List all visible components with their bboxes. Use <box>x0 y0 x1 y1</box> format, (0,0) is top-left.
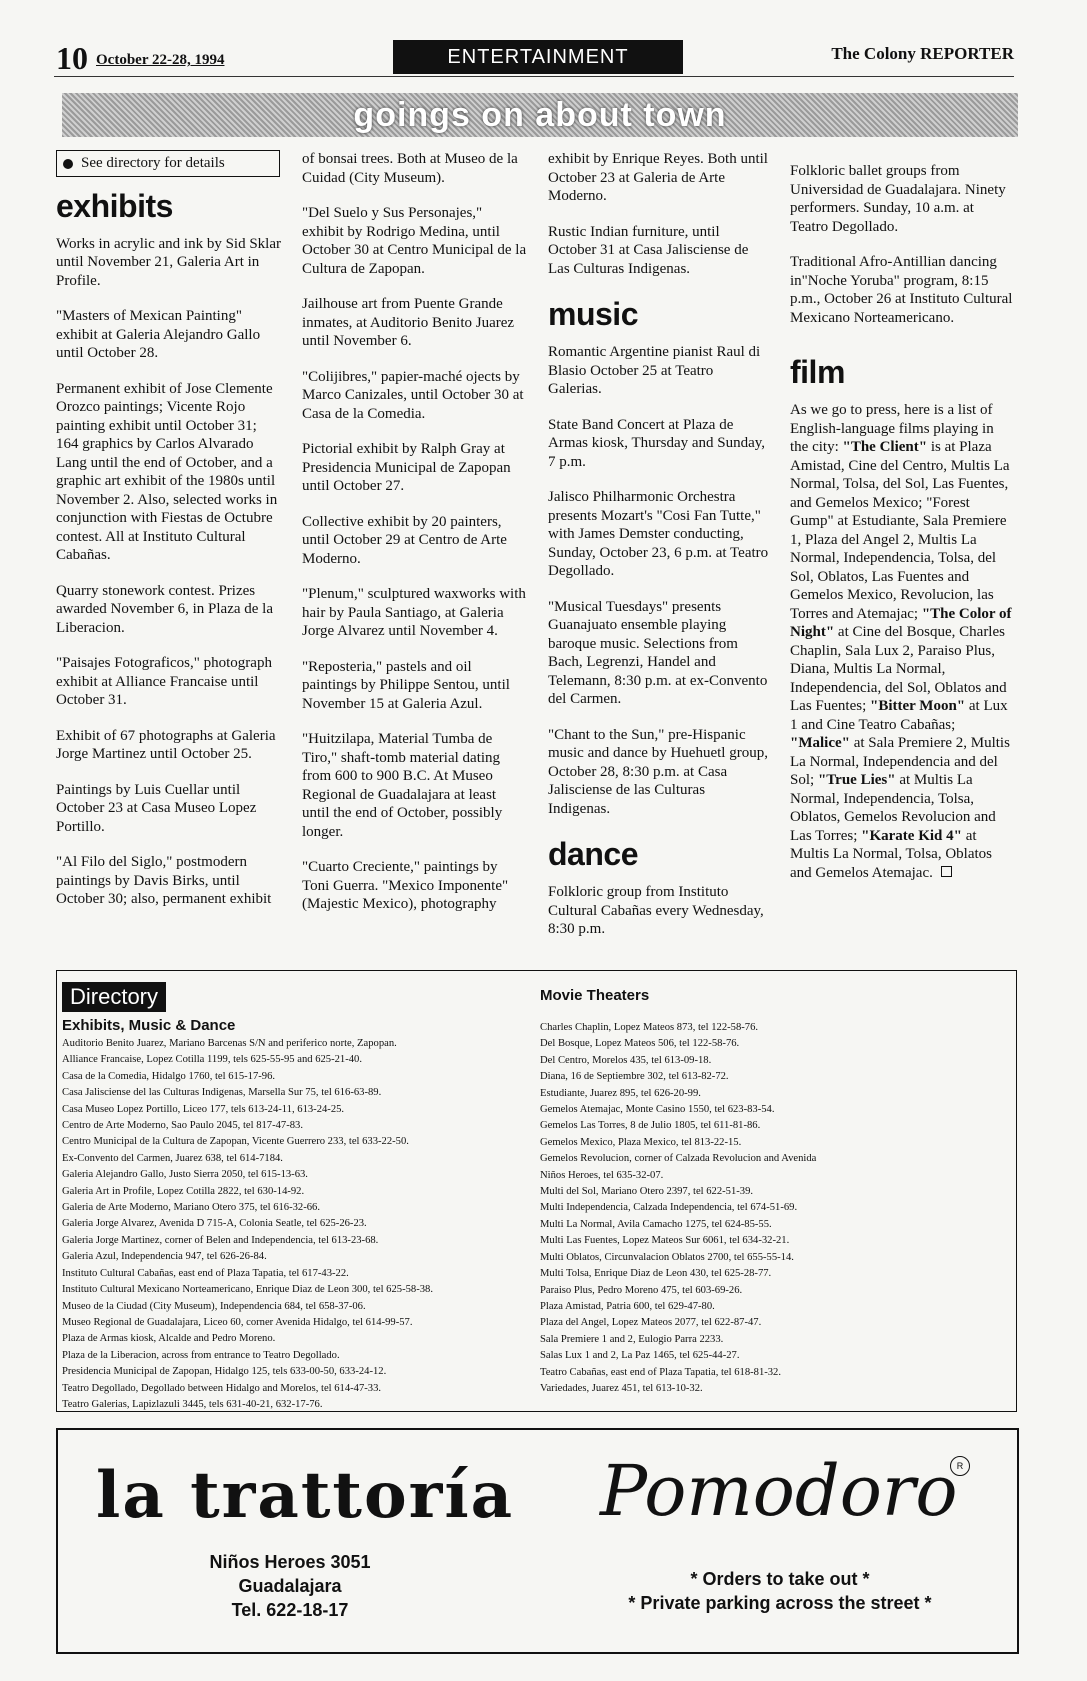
directory-entry: Plaza de la Liberacion, across from entrance to Teatro Degollado. <box>62 1349 340 1361</box>
movie-entry: Estudiante, Juarez 895, tel 626-20-99. <box>540 1087 701 1099</box>
section-label: ENTERTAINMENT <box>393 40 683 74</box>
movie-entry: Plaza Amistad, Patria 600, tel 629-47-80. <box>540 1300 715 1312</box>
directory-entry: Galeria de Arte Moderno, Mariano Otero 375, tel 616-32-66. <box>62 1202 320 1214</box>
exhibit-item: exhibit by Enrique Reyes. Both until October 23 at Galeria de Arte Moderno. <box>548 151 768 204</box>
exhibit-item: "Paisajes Fotograficos," photograph exhibit at Alliance Francaise until October 31. <box>56 655 272 708</box>
directory-entry: Teatro Degollado, Degollado between Hidalgo and Morelos, tel 614-47-33. <box>62 1382 382 1394</box>
directory-entry: Alliance Francaise, Lopez Cotilla 1199, tels 625-55-95 and 625-21-40. <box>62 1054 362 1066</box>
film-title: "The Client" <box>842 439 928 455</box>
exhibit-item: Exhibit of 67 photographs at Galeria Jorge Martinez until October 25. <box>56 727 276 762</box>
movie-entry: Salas Lux 1 and 2, La Paz 1465, tel 625-44-27. <box>540 1350 740 1362</box>
directory-entry: Auditorio Benito Juarez, Mariano Barcenas S/N and periferico norte, Zapopan. <box>62 1038 397 1049</box>
directory-entry: Teatro Galerias, Lapizlazuli 3445, tels 631-40-21, 632-17-76. <box>62 1398 323 1410</box>
music-item: "Musical Tuesdays" presents Guanajuato ensemble playing baroque music. Selections from Bach, Legrenzi, Handel and Telemann, 8:30 p.m. at ex-Convento del Carmen. <box>548 598 768 707</box>
film-title: "Bitter Moon" <box>870 698 966 714</box>
exhibit-item: Rustic Indian furniture, until October 31 at Casa Jalisciense de Las Culturas Indigenas. <box>548 223 749 277</box>
movie-entry: Diana, 16 de Septiembre 302, tel 613-82-72. <box>540 1071 729 1083</box>
directory-entry: Casa Museo Lopez Portillo, Liceo 177, tels 613-24-11, 613-24-25. <box>62 1103 345 1115</box>
column-2 <box>302 150 527 931</box>
music-item: Romantic Argentine pianist Raul di Blasio October 25 at Teatro Galerias. <box>548 344 761 397</box>
end-mark-icon <box>941 866 952 877</box>
film-intro: As we go to press, here is a list of English-language films playing in the city: <box>790 402 994 455</box>
directory-entry: Plaza de Armas kiosk, Alcalde and Pedro Moreno. <box>62 1333 276 1345</box>
film-title: "True Lies" <box>817 772 896 788</box>
header-rule <box>54 76 1014 77</box>
movie-entry: Multi Tolsa, Enrique Diaz de Leon 430, tel 625-28-77. <box>540 1268 772 1280</box>
ad-line: * Private parking across the street * <box>628 1593 932 1613</box>
exhibit-item: Paintings by Luis Cuellar until October 23 at Casa Museo Lopez Portillo. <box>56 781 257 835</box>
film-listing <box>790 401 1015 882</box>
directory-title: Directory <box>62 982 166 1012</box>
paper-name: The Colony REPORTER <box>831 44 1014 63</box>
exhibit-item: "Masters of Mexican Painting" exhibit at Galeria Alejandro Gallo until October 28. <box>56 308 261 361</box>
movie-entry: Gemelos Revolucion, corner of Calzada Revolucion and Avenida <box>540 1153 817 1165</box>
exhibit-item: "Al Filo del Siglo," postmodern paintings by Davis Birks, until October 30; also, permanent exhibit <box>56 854 272 907</box>
brand-logo: Pomodoro <box>600 1450 958 1532</box>
directory-entry: Galeria Azul, Independencia 947, tel 626-26-84. <box>62 1251 267 1263</box>
registered-mark-icon: R <box>950 1456 970 1476</box>
dance-item: Folkloric group from Instituto Cultural Cabañas every Wednesday, 8:30 p.m. <box>548 884 764 937</box>
page-number: 10 <box>56 40 88 76</box>
movie-entry: Teatro Cabañas, east end of Plaza Tapatia, tel 618-81-32. <box>540 1366 782 1378</box>
movie-theaters-list <box>540 1020 1010 1397</box>
exhibit-item: "Plenum," sculptured waxworks with hair by Paula Santiago, at Galeria Jorge Alvarez until November 4. <box>302 586 526 639</box>
column-1 <box>56 150 282 926</box>
directory-entry: Centro Municipal de la Cultura de Zapopan, Vicente Guerrero 233, tel 633-22-50. <box>62 1136 409 1148</box>
film-title: "Karate Kid 4" <box>861 827 962 844</box>
directory-entry: Galeria Jorge Alvarez, Avenida D 715-A, Colonia Seatle, tel 625-26-23. <box>62 1218 367 1230</box>
film-title: "The Color of Night" <box>790 605 1012 640</box>
movie-entry: Niños Heroes, tel 635-32-07. <box>540 1169 664 1181</box>
directory-entry: Museo Regional de Guadalajara, Liceo 60, corner Avenida Hidalgo, tel 614-99-57. <box>62 1316 413 1328</box>
music-item: "Chant to the Sun," pre-Hispanic music and dance by Huehuetl group, October 28, 8:30 p.m. at Casa Jalisciense de las Culturas Indigenas. <box>548 726 768 817</box>
directory-entry: Casa de la Comedia, Hidalgo 1760, tel 615-17-96. <box>62 1070 276 1082</box>
column-4 <box>790 162 1015 899</box>
directory-entry: Presidencia Municipal de Zapopan, Hidalgo 125, tels 633-00-50, 633-24-12. <box>62 1366 387 1378</box>
dance-item: Folkloric ballet groups from Universidad de Guadalajara. Ninety performers. Sunday, 10 a.m. at Teatro Degollado. <box>790 163 1006 235</box>
directory-entry: Museo de la Ciudad (City Museum), Independencia 684, tel 658-37-06. <box>62 1300 366 1312</box>
directory-list <box>62 1036 542 1413</box>
movie-entry: Multi La Normal, Avila Camacho 1275, tel 624-85-55. <box>540 1218 772 1230</box>
see-directory-note <box>56 150 280 177</box>
exhibit-item: Pictorial exhibit by Ralph Gray at Presidencia Municipal de Zapopan until October 27. <box>302 441 511 494</box>
film-text: at Multis La Normal, Independencia, Tolsa, Oblatos, Gemelos Revolucion and Las Torres; <box>790 772 996 844</box>
address-line: Guadalajara <box>238 1576 342 1596</box>
ad-line: * Orders to take out * <box>690 1569 870 1589</box>
movie-theaters-title: Movie Theaters <box>540 987 650 1004</box>
dance-item: Traditional Afro-Antillian dancing in"Noche Yoruba" program, 8:15 p.m., October 26 at Instituto Cultural Mexicano Norteamericano. <box>790 254 1013 326</box>
movie-entry: Multi Oblatos, Circunvalacion Oblatos 2700, tel 655-55-14. <box>540 1251 794 1263</box>
movie-entry: Gemelos Las Torres, 8 de Julio 1805, tel 611-81-86. <box>540 1120 761 1132</box>
film-text: at Sala Premiere 2, Multis La Normal, Independencia and del Sol; <box>790 735 1010 788</box>
movie-entry: Multi Las Fuentes, Lopez Mateos Sur 6061, tel 634-32-21. <box>540 1235 790 1247</box>
exhibit-item: "Huitzilapa, Material Tumba de Tiro," shaft-tomb material dating from 600 to 900 B.C. At Museo Regional de Guadalajara at least until the end of October, possibly longer. <box>302 731 503 840</box>
directory-entry: Instituto Cultural Cabañas, east end of Plaza Tapatia, tel 617-43-22. <box>62 1267 349 1279</box>
directory-entry: Casa Jalisciense del las Culturas Indigenas, Marsella Sur 75, tel 616-63-89. <box>62 1087 382 1099</box>
film-text: at Cine del Bosque, Charles Chaplin, Sala Lux 2, Paraiso Plus, Diana, Multis La Normal, Independencia, del Sol, Oblatos and Las Fuentes; <box>790 624 1007 714</box>
exhibit-item: "Del Suelo y Sus Personajes," exhibit by Rodrigo Medina, until October 30 at Centro Municipal de la Cultura de Zapopan. <box>302 205 527 277</box>
heading-exhibits: exhibits <box>56 187 173 224</box>
exhibit-item: Works in acrylic and ink by Sid Sklar until November 21, Galeria Art in Profile. <box>56 235 282 289</box>
ad-tagline <box>580 1567 980 1615</box>
exhibit-item: Quarry stonework contest. Prizes awarded November 6, in Plaza de la Liberacion. <box>56 582 273 636</box>
movie-entry: Variedades, Juarez 451, tel 613-10-32. <box>540 1382 703 1394</box>
exhibit-item: Permanent exhibit of Jose Clemente Orozco paintings; Vicente Rojo painting exhibit until October 31; 164 graphics by Carlos Alvarado Lang until the end of October, and a graphic art exhibit of the 1980s until November 2. Also, selected works in conjunction with Fiestas de Octubre contest. All at Instituto Cultural Cabañas. <box>56 380 278 563</box>
directory-entry: Centro de Arte Moderno, Sao Paulo 2045, tel 817-47-83. <box>62 1120 303 1132</box>
movie-entry: Gemelos Atemajac, Monte Casino 1550, tel 623-83-54. <box>540 1104 775 1116</box>
directory-entry: Galeria Alejandro Gallo, Justo Sierra 2050, tel 615-13-63. <box>62 1169 308 1181</box>
film-text: at Lux 1 and Cine Teatro Cabañas; <box>790 698 1008 733</box>
movie-entry: Paraiso Plus, Pedro Moreno 475, tel 603-69-26. <box>540 1284 743 1296</box>
column-3 <box>548 150 770 956</box>
movie-entry: Multi del Sol, Mariano Otero 2397, tel 622-51-39. <box>540 1186 754 1198</box>
directory-entry: Ex-Convento del Carmen, Juarez 638, tel 614-7184. <box>62 1152 283 1164</box>
banner-title: goings on about town <box>353 96 727 134</box>
exhibit-item: of bonsai trees. Both at Museo de la Cuidad (City Museum). <box>302 151 518 186</box>
heading-film: film <box>790 354 845 390</box>
exhibit-item: Collective exhibit by 20 painters, until October 29 at Centro de Arte Moderno. <box>302 513 507 567</box>
directory-entry: Galeria Jorge Martinez, corner of Belen and Independencia, tel 613-23-68. <box>62 1234 379 1246</box>
exhibit-item: "Colijibres," papier-maché ojects by Marco Canizales, until October 30 at Casa de la Comedia. <box>302 368 524 422</box>
movie-entry: Del Centro, Morelos 435, tel 613-09-18. <box>540 1054 712 1066</box>
address-line: Niños Heroes 3051 <box>209 1552 371 1572</box>
restaurant-name: la trattoría <box>96 1458 515 1533</box>
directory-subtitle: Exhibits, Music & Dance <box>62 1017 236 1034</box>
heading-music: music <box>548 296 638 332</box>
music-item: Jalisco Philharmonic Orchestra presents Mozart's "Cosi Fan Tutte," with James Demster conducting, Sunday, October 23, 6 p.m. at Teatro Degollado. <box>548 489 769 579</box>
exhibit-item: "Reposteria," pastels and oil paintings by Philippe Sentou, until November 15 at Galeria Azul. <box>302 658 510 712</box>
exhibit-item: Jailhouse art from Puente Grande inmates, at Auditorio Benito Juarez until November 6. <box>302 296 515 349</box>
directory-entry: Instituto Cultural Mexicano Norteamericano, Enrique Diaz de Leon 300, tel 625-58-38. <box>62 1284 433 1296</box>
movie-entry: Plaza del Angel, Lopez Mateos 2077, tel 622-87-47. <box>540 1317 762 1329</box>
film-text: is at Plaza Amistad, Cine del Centro, Multis La Normal, Tolsa, del Sol, Las Fuentes, and Gemelos Mexico; "Forest Gump" at Estudiante, Sala Premiere 1, Plaza del Angel 2, Multis La Normal, Independencia, Tolsa, del Sol, Oblatos, Las Fuentes and Gemelos Mexico, Revolucion, las Torres and Atemajac; <box>790 439 1010 622</box>
movie-entry: Del Bosque, Lopez Mateos 506, tel 122-58-76. <box>540 1038 740 1050</box>
see-directory-text: See directory for details <box>81 155 225 171</box>
music-item: State Band Concert at Plaza de Armas kiosk, Thursday and Sunday, 7 p.m. <box>548 416 766 470</box>
movie-entry: Sala Premiere 1 and 2, Eulogio Parra 2233. <box>540 1333 724 1345</box>
bullet-icon <box>63 159 73 169</box>
address-line: Tel. 622-18-17 <box>231 1600 349 1620</box>
issue-date: October 22-28, 1994 <box>96 52 225 68</box>
restaurant-address <box>160 1550 420 1622</box>
movie-entry: Gemelos Mexico, Plaza Mexico, tel 813-22-15. <box>540 1136 742 1148</box>
film-text: at Multis La Normal, Tolsa, Oblatos and Gemelos Atemajac. <box>790 827 992 881</box>
heading-dance: dance <box>548 836 638 872</box>
movie-entry: Multi Independencia, Calzada Independencia, tel 674-51-69. <box>540 1202 798 1214</box>
film-title: "Malice" <box>790 735 850 751</box>
directory-entry: Galeria Art in Profile, Lopez Cotilla 2822, tel 630-14-92. <box>62 1185 305 1197</box>
movie-entry: Charles Chaplin, Lopez Mateos 873, tel 122-58-76. <box>540 1022 759 1033</box>
exhibit-item: "Cuarto Creciente," paintings by Toni Guerra. "Mexico Imponente" (Majestic Mexico), photography <box>302 859 509 912</box>
